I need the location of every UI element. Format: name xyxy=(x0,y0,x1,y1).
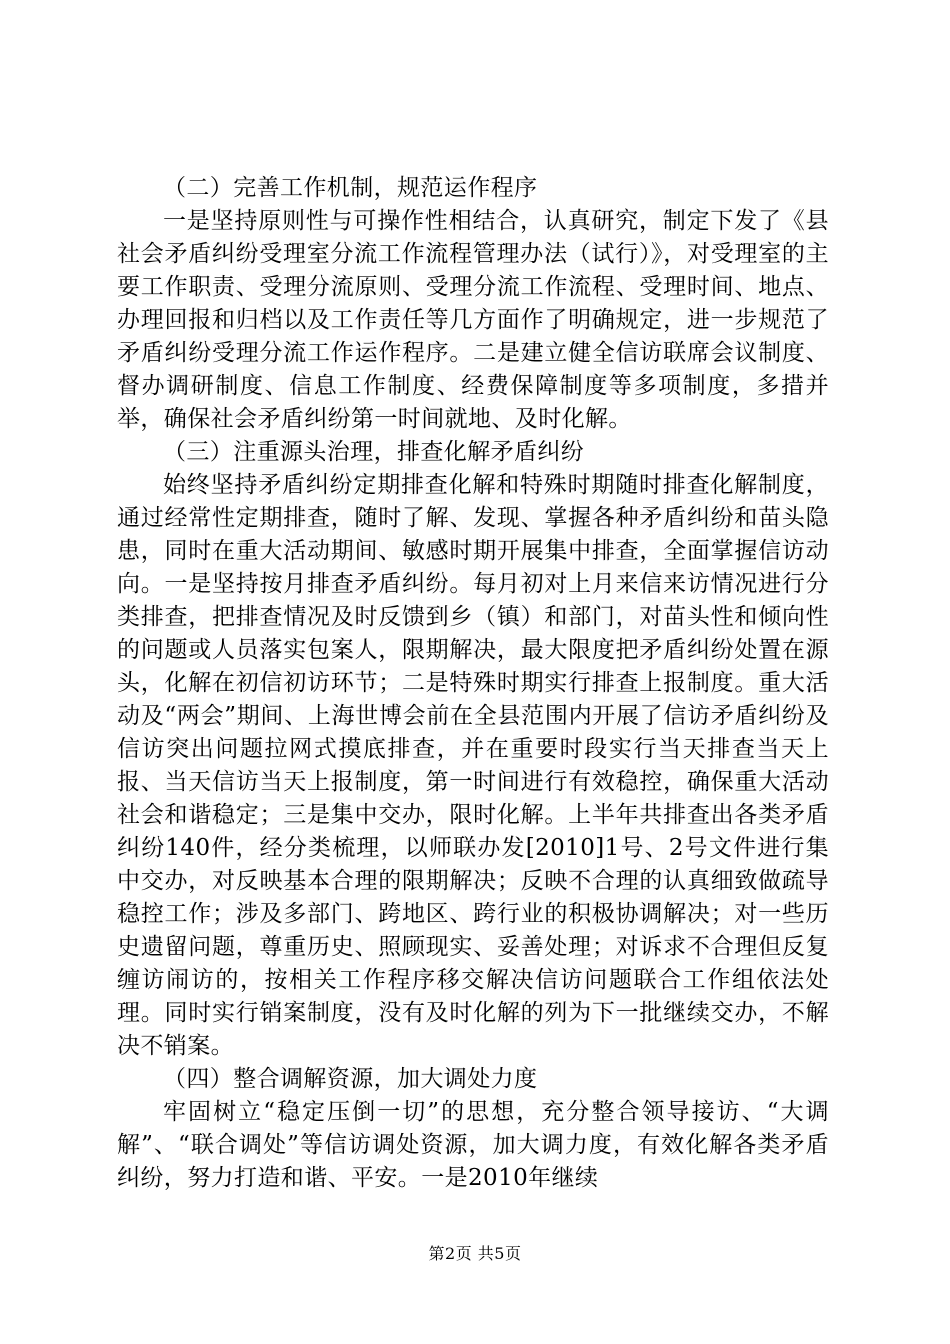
page-footer: 第2页 共5页 xyxy=(428,1244,522,1263)
section-heading-3: （三）注重源头治理，排查化解矛盾纠纷 xyxy=(163,439,585,465)
body-paragraph-2: 始终坚持矛盾纠纷定期排查化解和特殊时期随时排查化解制度，通过经常性定期排查，随时了解、发现、掌握各种矛盾纠纷和苗头隐患，同时在重大活动期间、敏感时期开展集中排查，全面掌握信访动向。一是坚持按月排查矛盾纠纷。每月初对上月来信来访情况进行分类排查，把排查情况及时反馈到乡（镇）和部门，对苗头性和倾向性的问题或人员落实包案人，限期解决，最大限度把矛盾纠纷处置在源头，化解在初信初访环节；二是特殊时期实行排查上报制度。重大活动及“两会”期间、上海世博会前在全县范围内开展了信访矛盾纠纷及信访突出问题拉网式摸底排查，并在重要时段实行当天排查当天上报、当天信访当天上报制度，第一时间进行有效稳控，确保重大活动社会和谐稳定；三是集中交办，限时化解。上半年共排查出各类矛盾纠纷140件，经分类梳理，以师联办发[2010]1号、2号文件进行集中交办，对反映基本合理的限期解决；反映不合理的认真细致做疏导稳控工作；涉及多部门、跨地区、跨行业的积极协调解决；对一些历史遗留问题，尊重历史、照顾现实、妥善处理；对诉求不合理但反复缠访闹访的，按相关工作程序移交解决信访问题联合工作组依法处理。同时实行销案制度，没有及时化解的列为下一批继续交办，不解决不销案。 xyxy=(117,472,829,1059)
section-heading-4: （四）整合调解资源，加大调处力度 xyxy=(163,1066,538,1092)
body-paragraph-1: 一是坚持原则性与可操作性相结合，认真研究，制定下发了《县社会矛盾纠纷受理室分流工作流程管理办法（试行）》，对受理室的主要工作职责、受理分流原则、受理分流工作流程、受理时间、地点、办理回报和归档以及工作责任等几方面作了明确规定，进一步规范了矛盾纠纷受理分流工作运作程序。二是建立健全信访联席会议制度、督办调研制度、信息工作制度、经费保障制度等多项制度，多措并举，确保社会矛盾纠纷第一时间就地、及时化解。 xyxy=(117,208,829,432)
section-heading-2: （二）完善工作机制，规范运作程序 xyxy=(163,175,538,201)
document-body xyxy=(117,172,829,1195)
body-paragraph-3: 牢固树立“稳定压倒一切”的思想，充分整合领导接访、“大调解”、“联合调处”等信访调处资源，加大调力度，有效化解各类矛盾纠纷，努力打造和谐、平安。一是2010年继续 xyxy=(117,1099,829,1191)
